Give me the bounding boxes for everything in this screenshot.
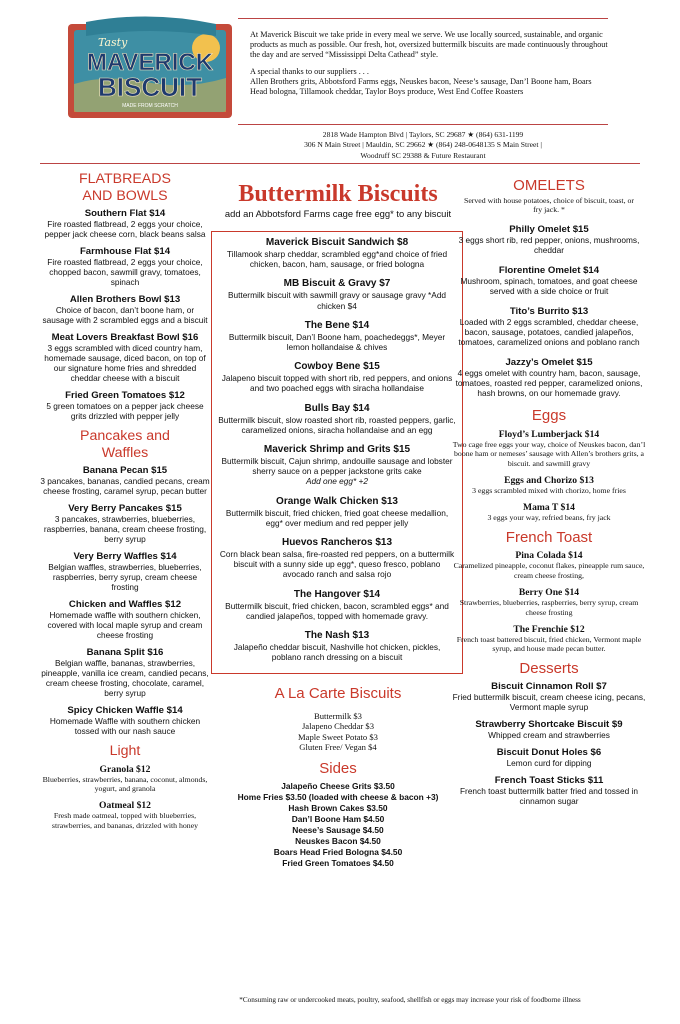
- section-title-sides: Sides: [319, 759, 357, 777]
- section-title-eggs: Eggs: [531, 407, 567, 425]
- menu-item-desc: 5 green tomatoes on a pepper jack cheese grits drizzled with pepper jelly: [46, 401, 204, 421]
- menu-item-desc: 3 eggs your way, refried beans, fry jack: [487, 513, 611, 523]
- menu-item: [218, 444, 456, 487]
- sides-section: [203, 761, 473, 870]
- menu-item-desc: Strawberries, blueberries, raspberries, berry syrup, cream cheese frosting: [459, 598, 639, 617]
- menu-item-name: Spicy Chicken Waffle $14: [67, 705, 183, 716]
- menu-item: [40, 764, 210, 794]
- menu-item-name: Jazzy’s Omelet $15: [505, 357, 593, 369]
- menu-item: [40, 599, 210, 640]
- menu-item-desc: 3 eggs scrambled mixed with chorizo, home fries: [472, 486, 626, 496]
- menu-item: [452, 265, 646, 296]
- menu-item-name: Philly Omelet $15: [509, 224, 589, 236]
- section-subtitle-omelets: Served with house potatoes, choice of biscuit, toast, or fry jack. *: [464, 195, 634, 214]
- menu-item: [452, 587, 646, 617]
- side-item: Neuskes Bacon $4.50: [295, 836, 381, 847]
- menu-item: [40, 294, 210, 325]
- menu-item-desc: Jalapeño cheddar biscuit, Nashville hot chicken, pickles, poblano ranch dressing on a biscuit: [233, 642, 441, 663]
- menu-item-desc: Fresh made oatmeal, topped with blueberries, strawberries, and bananas, drizzled with honey: [51, 811, 199, 830]
- menu-item-desc: 3 eggs short rib, red pepper, onions, mushrooms, cheddar: [458, 235, 640, 256]
- menu-item-extra: Add one egg* +2: [305, 476, 369, 487]
- menu-item-name: Southern Flat $14: [84, 208, 166, 219]
- alacarte-item: Jalapeno Cheddar $3: [301, 721, 375, 732]
- menu-item-name: Maverick Shrimp and Grits $15: [263, 444, 411, 456]
- menu-item: [40, 246, 210, 287]
- menu-item-name: Very Berry Waffles $14: [73, 551, 177, 562]
- address-line: Woodruff SC 29388 & Future Restaurant: [360, 150, 486, 160]
- menu-item-name: Biscuit Donut Holes $6: [496, 747, 602, 759]
- menu-item-desc: Tillamook sharp cheddar, scrambled egg*and choice of fried chicken, bacon, ham, sausage, or fried bologna: [226, 249, 448, 270]
- logo-line2: BISCUIT: [98, 72, 202, 102]
- menu-item: [40, 705, 210, 736]
- menu-item: [218, 496, 456, 528]
- menu-item-name: Biscuit Cinnamon Roll $7: [491, 681, 607, 693]
- menu-item: [40, 465, 210, 496]
- menu-item-name: Very Berry Pancakes $15: [68, 503, 182, 514]
- right-column: [452, 178, 646, 813]
- menu-item-name: Oatmeal $12: [99, 800, 151, 812]
- menu-item-name: Eggs and Chorizo $13: [504, 475, 594, 487]
- menu-item-name: The Bene $14: [304, 319, 370, 331]
- menu-item-name: Allen Brothers Bowl $13: [69, 294, 181, 305]
- main-divider: [40, 163, 640, 164]
- menu-item-name: Fried Green Tomatoes $12: [65, 390, 185, 401]
- menu-item: [218, 278, 456, 310]
- menu-item: [452, 775, 646, 806]
- menu-item-desc: Corn black bean salsa, fire-roasted red peppers, on a buttermilk biscuit with a sunny side up egg*, queso fresco, poblano avocado ranch and salsa rojo: [219, 549, 455, 580]
- menu-item-name: Florentine Omelet $14: [498, 265, 600, 277]
- menu-item-desc: Buttermilk biscuit with sawmill gravy or sausage gravy *Add chicken $4: [227, 290, 447, 311]
- menu-item-desc: 3 pancakes, strawberries, blueberries, raspberries, banana, cream cheese frosting, berry syrup: [43, 514, 207, 544]
- menu-item-desc: Buttermilk biscuit, fried chicken, fried goat cheese medallion, egg* over medium and red pepper jelly: [225, 507, 449, 528]
- menu-item-name: Maverick Biscuit Sandwich $8: [265, 237, 409, 248]
- side-item: Jalapeño Cheese Grits $3.50: [281, 781, 395, 792]
- menu-item: [40, 390, 210, 421]
- menu-item: [40, 332, 210, 383]
- alacarte-item: Buttermilk $3: [314, 710, 362, 721]
- section-title-biscuits: Buttermilk Biscuits: [238, 181, 438, 207]
- menu-item-desc: 3 eggs scrambled with diced country ham, homemade sausage, diced bacon, on top of our signature home fries and shredded cheddar cheese with a biscuit: [44, 343, 206, 383]
- address-line: 2818 Wade Hampton Blvd | Taylors, SC 29687 ★ (864) 631-1199: [322, 130, 524, 139]
- intro-paragraph: At Maverick Biscuit we take pride in every meal we serve. We use locally sourced, sustainable, and organic products as much as possible. Our fresh, hot, oversized buttermilk biscuits are made continuously throughout the day and are served “Mississippi Delta Cathead” style.: [250, 30, 608, 60]
- menu-item-name: Bulls Bay $14: [304, 402, 370, 414]
- menu-item: [452, 502, 646, 522]
- menu-item-name: Farmhouse Flat $14: [79, 246, 171, 257]
- menu-item-name: Strawberry Shortcake Biscuit $9: [475, 719, 623, 731]
- menu-item-desc: Whipped cream and strawberries: [488, 730, 610, 741]
- menu-item: [40, 647, 210, 698]
- menu-item-desc: Loaded with 2 eggs scrambled, cheddar cheese, bacon, sausage, potatoes, candied jalapeños, tomatoes, caramelized onions and poblano ranch: [458, 317, 640, 348]
- menu-item-desc: Belgian waffle, bananas, strawberries, pineapple, vanilla ice cream, candied pecans, cream cheese frosting, chocolate, caramel, berry syrup: [41, 658, 209, 698]
- menu-item: [218, 320, 456, 352]
- menu-item-desc: Mushroom, spinach, tomatoes, and goat cheese served with a side choice or fruit: [460, 276, 638, 297]
- menu-item: [218, 403, 456, 435]
- menu-item: [40, 800, 210, 830]
- menu-item-desc: Two cage free eggs your way, choice of Neuskes bacon, dan’l boone ham or nemeses’ sausage with Allen’s brothers grits, a biscuit. and sawmill gravy: [452, 439, 646, 468]
- menu-item: [218, 237, 456, 269]
- menu-item-name: Granola $12: [99, 763, 151, 775]
- menu-item-desc: Choice of bacon, dan’t boone ham, or sausage with 2 scrambled eggs and a biscuit: [42, 305, 208, 325]
- menu-item-name: French Toast Sticks $11: [494, 775, 604, 787]
- menu-item-name: Cowboy Bene $15: [294, 361, 380, 373]
- menu-item: [452, 306, 646, 347]
- light-list: [40, 764, 210, 831]
- alacarte-section: [203, 686, 473, 752]
- menu-item-name: The Frenchie $12: [513, 623, 585, 635]
- address-block: [238, 130, 608, 161]
- intro-paragraph: Allen Brothers grits, Abbotsford Farms eggs, Neuskes bacon, Neese’s sausage, Dan’l Boone ham, Boars Head bologna, Tillamook cheddar, Taylor Boys produce, West End Coffee Roasters: [250, 76, 592, 97]
- address-divider: [238, 124, 608, 125]
- menu-item-name: Floyd’s Lumberjack $14: [498, 428, 600, 440]
- intro-paragraph: A special thanks to our suppliers . . .: [250, 66, 369, 76]
- menu-item-name: Chicken and Waffles $12: [68, 599, 182, 610]
- menu-item-name: MB Biscuit & Gravy $7: [283, 278, 391, 290]
- menu-item-name: Orange Walk Chicken $13: [276, 495, 398, 507]
- menu-item-name: Pina Colada $14: [515, 550, 583, 562]
- menu-item-name: Banana Pecan $15: [82, 465, 168, 476]
- menu-item-desc: Jalapeno biscuit topped with short rib, red peppers, and onions and two poached eggs with siracha hollandaise: [221, 373, 453, 394]
- menu-item-desc: Buttermilk biscuit, Cajun shrimp, andouille sausage and lobster sherry sauce on a pepper jackstone grits cake: [221, 456, 453, 477]
- alacarte-item: Maple Sweet Potato $3: [298, 731, 378, 742]
- menu-item-name: The Hangover $14: [293, 588, 381, 600]
- flatbreads-list: [40, 208, 210, 421]
- section-title-frenchtoast: French Toast: [505, 528, 593, 546]
- frenchtoast-list: [452, 550, 646, 653]
- section-title-omelets: OMELETS: [513, 177, 585, 194]
- menu-item: [218, 630, 456, 662]
- left-column: [40, 171, 210, 837]
- menu-item: [452, 357, 646, 398]
- section-title-flatbreads: FLATBREADS AND BOWLS: [79, 171, 171, 204]
- menu-item-desc: Buttermilk biscuit, Dan’l Boone ham, poachedeggs*, Meyer lemon hollandaise & chives: [228, 331, 446, 353]
- desserts-list: [452, 681, 646, 806]
- menu-item-name: Mama T $14: [523, 502, 575, 514]
- section-title-pancakes: Pancakes and Waffles: [80, 428, 170, 461]
- logo-small: MADE FROM SCRATCH: [122, 103, 178, 109]
- section-subtitle-biscuits: add an Abbotsford Farms cage free egg* to any biscuit: [224, 208, 452, 219]
- side-item: Hash Brown Cakes $3.50: [288, 803, 388, 814]
- section-title-light: Light: [109, 743, 141, 759]
- menu-item: [452, 681, 646, 712]
- eggs-list: [452, 429, 646, 523]
- side-item: Home Fries $3.50 (loaded with cheese & bacon +3): [237, 792, 439, 803]
- intro-text: [250, 30, 610, 103]
- menu-item-desc: Fire roasted flatbread, 2 eggs your choice, pepper jack cheese corn, black beans salsa: [44, 219, 206, 239]
- menu-item: [40, 208, 210, 239]
- menu-item-desc: Caramelized pineapple, coconut flakes, pineapple rum sauce, cream cheese frosting,: [453, 561, 645, 580]
- top-divider: [238, 18, 608, 19]
- menu-item-desc: Buttermilk biscuit, fried chicken, bacon, scrambled eggs* and candied jalapeños, topped with homemade gravy.: [225, 600, 449, 621]
- section-title-desserts: Desserts: [519, 659, 579, 677]
- menu-item: [452, 624, 646, 654]
- address-line: 306 N Main Street | Mauldin, SC 29662 ★ (864) 248-0648135 S Main Street |: [304, 140, 542, 150]
- menu-item-desc: Belgian waffles, strawberries, blueberries, raspberries, berry syrup, cream cheese frosting: [48, 562, 202, 592]
- menu-item-desc: Homemade Waffle with southern chicken tossed with our nash sauce: [49, 716, 201, 736]
- menu-item-name: Huevos Rancheros $13: [281, 537, 393, 549]
- menu-item: [452, 224, 646, 255]
- menu-item-desc: Blueberries, strawberries, banana, coconut, almonds, yogurt, and granola: [42, 774, 208, 793]
- menu-item: [452, 747, 646, 768]
- menu-item: [452, 719, 646, 740]
- side-item: Boars Head Fried Bologna $4.50: [273, 847, 403, 858]
- menu-item-desc: French toast battered biscuit, fried chicken, Vermont maple syrup, and house made pecan butter.: [456, 634, 642, 654]
- footnote: *Consuming raw or undercooked meats, poultry, seafood, shellfish or eggs may increase your risk of foodborne illness: [239, 996, 581, 1004]
- menu-item: [40, 551, 210, 592]
- menu-item-desc: 4 eggs omelet with country ham, bacon, sausage, tomatoes, roasted red pepper, caramelized onions, hash browns, on our homemade gravy.: [455, 368, 643, 399]
- logo: [66, 14, 234, 122]
- menu-item-desc: Lemon curd for dipping: [506, 758, 592, 769]
- menu-item-desc: French toast buttermilk batter fried and tossed in cinnamon sugar: [459, 786, 638, 807]
- menu-item-desc: 3 pancakes, bananas, candied pecans, cream cheese frosting, caramel syrup, pecan butter: [40, 476, 210, 496]
- menu-item-desc: Fried buttermilk biscuit, cream cheese icing, pecans, Vermont maple syrup: [452, 692, 646, 713]
- menu-item: [452, 429, 646, 468]
- side-item: Dan’l Boone Ham $4.50: [291, 814, 385, 825]
- logo-line1: MAVERICK: [86, 49, 214, 76]
- middle-column: [203, 180, 473, 869]
- pancakes-list: [40, 465, 210, 736]
- menu-item-name: Meat Lovers Breakfast Bowl $16: [51, 332, 199, 343]
- menu-item: [452, 475, 646, 495]
- menu-item: [218, 537, 456, 580]
- omelets-list: [452, 224, 646, 398]
- menu-item: [218, 589, 456, 621]
- menu-item-name: The Nash $13: [304, 630, 370, 642]
- biscuits-box: [211, 231, 463, 674]
- menu-item-desc: Homemade waffle with southern chicken, covered with local maple syrup and cream cheese frosting: [47, 610, 203, 640]
- alacarte-item: Gluten Free/ Vegan $4: [299, 742, 377, 753]
- menu-item-name: Tito’s Burrito $13: [509, 306, 589, 318]
- side-item: Neese’s Sausage $4.50: [292, 825, 384, 836]
- menu-item: [218, 361, 456, 393]
- menu-item-name: Banana Split $16: [86, 647, 164, 658]
- menu-item-name: Berry One $14: [518, 587, 580, 599]
- menu-item-desc: Buttermilk biscuit, slow roasted short rib, roasted peppers, garlic, caramelized onions, siracha hollandaise and an egg: [218, 414, 456, 435]
- menu-item-desc: Fire roasted flatbread, 2 eggs your choice, chopped bacon, sawmill gravy, tomatoes, spinach: [47, 257, 203, 287]
- menu-item: [40, 503, 210, 544]
- section-title-alacarte: A La Carte Biscuits: [274, 685, 402, 703]
- menu-item: [452, 550, 646, 580]
- side-item: Fried Green Tomatoes $4.50: [282, 858, 394, 869]
- logo-tagline: Tasty: [98, 36, 128, 49]
